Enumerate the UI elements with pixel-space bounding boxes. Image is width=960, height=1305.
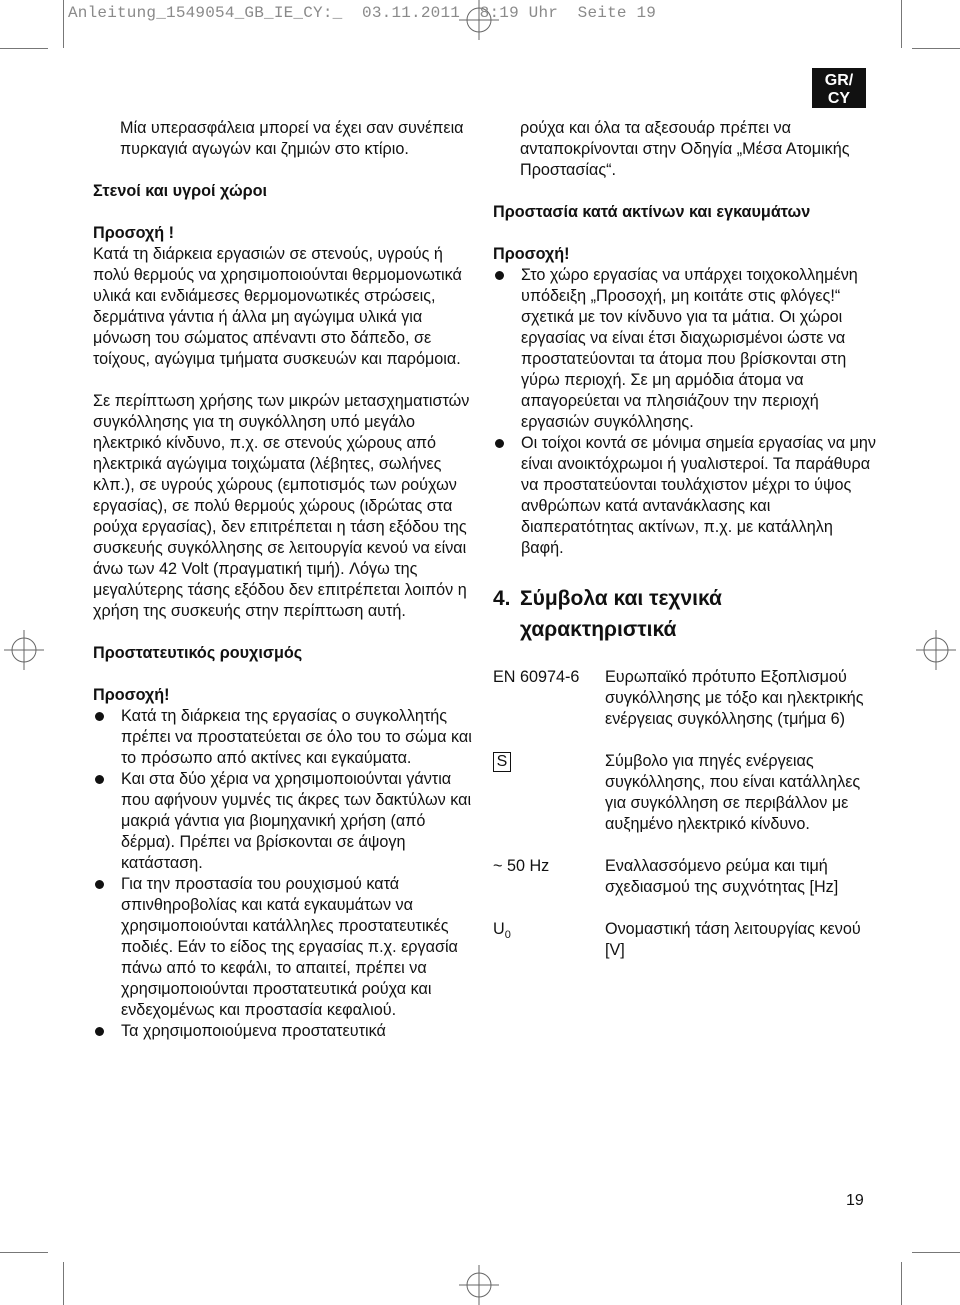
crop-line xyxy=(63,1262,64,1305)
language-badge xyxy=(812,68,866,108)
list-item: Για την προστασία του ρουχισμού κατά σπινθηροβολίας και κατά εγκαυμάτων να χρησιμοποιούνται κατάλληλες προστατευτικές ποδιές. Εάν το είδος της εργασίας π.χ. εργασία πάνω από το κεφάλι, το απαιτεί, πρέπει να χρησιμοποιούνται προστατευτικά ρούχα και ενδεχομένως και προστασία κεφαλιού. xyxy=(93,874,478,1021)
list-item: Τα χρησιμοποιούμενα προστατευτικά xyxy=(93,1021,478,1042)
spec-value: Ονομαστική τάση λειτουργίας κενού [V] xyxy=(605,920,861,959)
s-symbol-icon: S xyxy=(493,752,511,772)
crop-line xyxy=(901,0,902,48)
left-column xyxy=(93,118,478,1042)
page-number: 19 xyxy=(846,1192,864,1209)
spec-key xyxy=(493,919,605,961)
spec-value: Ευρωπαϊκό πρότυπο Εξοπλισμού συγκόλλησης με τόξο και ηλεκτρικής ενέργειας συγκόλλησης (τμήμα 6) xyxy=(605,668,864,728)
registration-mark-icon xyxy=(459,1265,499,1305)
crop-line xyxy=(0,1252,48,1253)
radiation-bullet-list xyxy=(493,265,878,559)
intro-paragraph: Μία υπερασφάλεια μπορεί να έχει σαν συνέπεια πυρκαγιά αγωγών και ζημιών στο κτίριο. xyxy=(120,119,464,158)
right-column xyxy=(493,118,878,961)
language-badge-line1: GR/ xyxy=(824,72,854,89)
attention-label: Προσοχή ! xyxy=(93,224,175,242)
crop-line xyxy=(912,1252,960,1253)
transformer-paragraph: Σε περίπτωση χρήσης των μικρών μετασχηματιστών συγκόλλησης για τη συγκόλληση υπό μεγάλο ηλεκτρικό κίνδυνο, π.χ. σε στενούς χώρους από ηλεκτρικά αγώγιμα τοιχώματα (λέβητες, σωλήνες κλπ.), σε υγρούς χώρους (εμποτισμός των ρούχων εργασίας), σε πολύ θερμούς χώρους (ιδρώτας στα ρούχα εργασίας), δεν επιτρέπεται η τάση εξόδου της συσκευής συγκόλλησης σε λειτουργία κενού να είναι άνω των 42 Volt (πραγματική τιμή). Λόγω της μεγαλύτερης τάσης εξόδου δεν επιτρέπεται λοιπόν η χρήση της συσκευής στην περίπτωση αυτή. xyxy=(93,392,470,620)
print-header: Anleitung_1549054_GB_IE_CY:_ 03.11.2011 8:19 Uhr Seite 19 xyxy=(68,4,657,22)
spec-row xyxy=(493,667,878,730)
spec-key xyxy=(493,751,605,835)
spec-value: Εναλλασσόμενο ρεύμα και τιμή σχεδιασμού της συχνότητας [Hz] xyxy=(605,857,839,896)
list-item: Και στα δύο χέρια να χρησιμοποιούνται γάντια που αφήνουν γυμνές τις άκρες των δακτύλων και μακριά γάντια για βιομηχανική χρήση (από δέρμα). Πρέπει να βρίσκονται σε άψογη κατάσταση. xyxy=(93,769,478,874)
continuation-paragraph: ρούχα και όλα τα αξεσουάρ πρέπει να ανταποκρίνονται στην Οδηγία „Μέσα Ατομικής Προστασίας“. xyxy=(520,119,850,179)
radiation-protection-heading: Προστασία κατά ακτίνων και εγκαυμάτων xyxy=(493,203,811,221)
attention-label: Προσοχή! xyxy=(493,245,570,263)
spec-row xyxy=(493,919,878,961)
crop-line xyxy=(912,48,960,49)
section-number: 4. xyxy=(493,587,511,610)
registration-mark-icon xyxy=(916,630,956,670)
attention-label: Προσοχή! xyxy=(93,686,170,704)
section-title xyxy=(493,583,878,645)
spec-key: ~ 50 Hz xyxy=(493,857,550,875)
spec-key-main: U xyxy=(493,920,505,938)
list-item: Κατά τη διάρκεια της εργασίας ο συγκολλητής πρέπει να προστατεύεται σε όλο του το σώμα και το πρόσωπο από ακτίνες και εγκαύματα. xyxy=(93,706,478,769)
spec-key-subscript: 0 xyxy=(504,929,511,942)
spec-key: EN 60974-6 xyxy=(493,668,580,686)
narrow-rooms-heading: Στενοί και υγροί χώροι xyxy=(93,182,268,200)
section-title-text: Σύμβολα και τεχνικά χαρακτηριστικά xyxy=(520,587,722,641)
crop-line xyxy=(901,1262,902,1305)
language-badge-line2: CY xyxy=(827,90,851,107)
spec-row xyxy=(493,751,878,835)
clothing-bullet-list xyxy=(93,706,478,1042)
crop-line xyxy=(0,48,48,49)
registration-mark-icon xyxy=(4,630,44,670)
spec-value: Σύμβολο για πηγές ενέργειας συγκόλλησης, που είναι κατάλληλες για συγκόλληση σε περιβάλλον με αυξημένο ηλεκτρικό κίνδυνο. xyxy=(605,752,861,833)
crop-line xyxy=(63,0,64,48)
narrow-rooms-paragraph: Κατά τη διάρκεια εργασιών σε στενούς, υγρούς ή πολύ θερμούς να χρησιμοποιούνται θερμομονωτικά υλικά και ενδιάμεσες θερμομονωτικές στρώσεις, δερμάτινα γάντια ή άλλα μη αγώγιμα υλικά για μόνωση του σώματος απέναντι στο δάπεδο, σε τοίχους, αγώγιμα τμήματα συσκευών και παρόμοια. xyxy=(93,245,462,368)
protective-clothing-heading: Προστατευτικός ρουχισμός xyxy=(93,644,303,662)
spec-row xyxy=(493,856,878,898)
list-item: Οι τοίχοι κοντά σε μόνιμα σημεία εργασίας να μην είναι ανοικτόχρωμοι ή γυαλιστεροί. Τα παράθυρα να προστατεύονται τουλάχιστον μέχρι το ύψος ανθρώπων κατά αντανάκλασης και διαπερατότητας ακτίνων, π.χ. με κατάλληλη βαφή. xyxy=(493,433,878,559)
list-item: Στο χώρο εργασίας να υπάρχει τοιχοκολλημένη υπόδειξη „Προσοχή, μη κοιτάτε στις φλόγες!“ σχετικά με τον κίνδυνο για τα μάτια. Οι χώροι εργασίας να είναι έτσι διαχωρισμένοι ώστε να προστατεύονται τα άτομα που βρίσκονται στη γύρω περιοχή. Σε μη αρμόδια άτομα να απαγορεύεται να πλησιάζουν την περιοχή εργασιών συγκόλλησης. xyxy=(493,265,878,433)
